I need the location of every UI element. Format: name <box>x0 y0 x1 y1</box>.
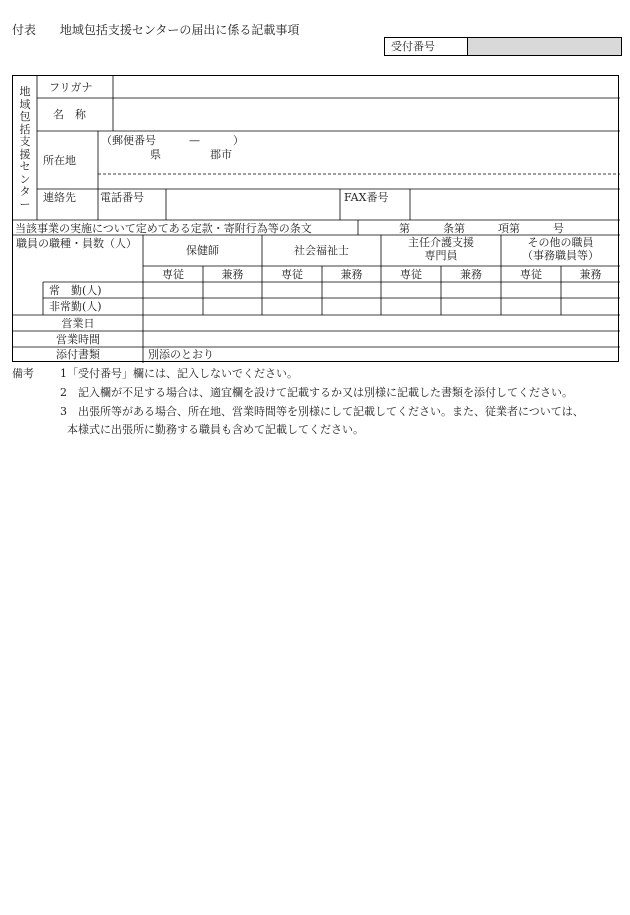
fulltime-row-label: 常 勤(人) <box>49 284 102 297</box>
business-hours-label: 営業時間 <box>56 333 100 346</box>
subcol-concurrent: 兼務 <box>579 268 602 281</box>
header-prefix: 付表 <box>12 23 37 37</box>
postal-code[interactable]: （郵便番号 — ） <box>101 134 244 147</box>
note-item-2: 2 記入欄が不足する場合は、適宜欄を設けて記載するか又は別様に記載した書類を添付してください。 <box>60 386 573 399</box>
name-label: 名 称 <box>53 108 86 121</box>
vertical-label-char: 包 <box>19 110 31 123</box>
contact-label: 連絡先 <box>43 191 76 204</box>
note-item-1: 1「受付番号」欄には、記入しないでください。 <box>60 367 298 380</box>
phone-label: 電話番号 <box>100 191 144 204</box>
county-city-label: 郡市 <box>210 148 232 161</box>
subcol-fulltime-dedicated: 専従 <box>400 268 422 281</box>
vertical-label-char: 域 <box>19 97 31 111</box>
role-public-health-nurse: 保健師 <box>186 244 219 257</box>
notes-label: 備考 <box>12 367 34 380</box>
parttime-row-label: 非常勤(人) <box>49 300 102 313</box>
role-care-manager: 主任介護支援 専門員 <box>408 236 474 262</box>
form-header <box>12 21 319 38</box>
address-label: 所在地 <box>43 154 76 167</box>
fax-field[interactable] <box>413 191 617 217</box>
phone-field[interactable] <box>169 191 337 217</box>
staff-header: 職員の職種・員数（人） <box>16 237 137 250</box>
center-vertical-label <box>13 86 37 211</box>
attachments-label: 添付書類 <box>56 348 100 361</box>
subcol-concurrent: 兼務 <box>221 268 244 281</box>
note-item-3: 3 出張所等がある場合、所在地、営業時間等を別様にして記載してください。また、従業者については、 <box>60 405 584 418</box>
registration-form-table <box>12 75 619 362</box>
form-title: 地域包括支援センターの届出に係る記載事項 <box>59 23 300 37</box>
attachments-value: 別添のとおり <box>148 348 214 361</box>
vertical-label-char: セ <box>19 160 31 173</box>
role-social-worker: 社会福祉士 <box>294 244 349 257</box>
business-days-label: 営業日 <box>61 317 95 330</box>
name-field[interactable] <box>115 106 615 124</box>
receipt-number-label: 受付番号 <box>385 38 468 55</box>
vertical-label-char: タ <box>19 185 31 198</box>
vertical-label-char: 地 <box>19 85 31 98</box>
vertical-label-char: ー <box>19 197 31 211</box>
vertical-label-char: 括 <box>19 122 31 136</box>
prefecture-label: 県 <box>150 148 161 161</box>
furigana-field[interactable] <box>115 81 615 95</box>
subcol-concurrent: 兼務 <box>340 268 363 281</box>
subcol-fulltime-dedicated: 専従 <box>281 268 303 281</box>
subcol-concurrent: 兼務 <box>460 268 482 281</box>
regulation-label: 当該事業の実施について定めてある定款・寄附行為等の条文 <box>15 222 312 235</box>
receipt-number-field[interactable] <box>468 38 621 55</box>
fax-label: FAX番号 <box>344 191 389 204</box>
subcol-fulltime-dedicated: 専従 <box>162 268 184 281</box>
vertical-label-char: 支 <box>19 135 31 148</box>
receipt-number-box <box>384 37 622 56</box>
vertical-label-char: ン <box>19 172 31 186</box>
furigana-label: フリガナ <box>49 81 93 94</box>
vertical-label-char: 援 <box>19 147 31 161</box>
article-field[interactable]: 第 条第 項第 号 <box>399 222 564 235</box>
subcol-fulltime-dedicated: 専従 <box>520 268 542 281</box>
role-other-staff: その他の職員 （事務職員等） <box>522 236 599 262</box>
note-item-3-cont: 本様式に出張所に勤務する職員も含めて記載してください。 <box>67 423 364 436</box>
